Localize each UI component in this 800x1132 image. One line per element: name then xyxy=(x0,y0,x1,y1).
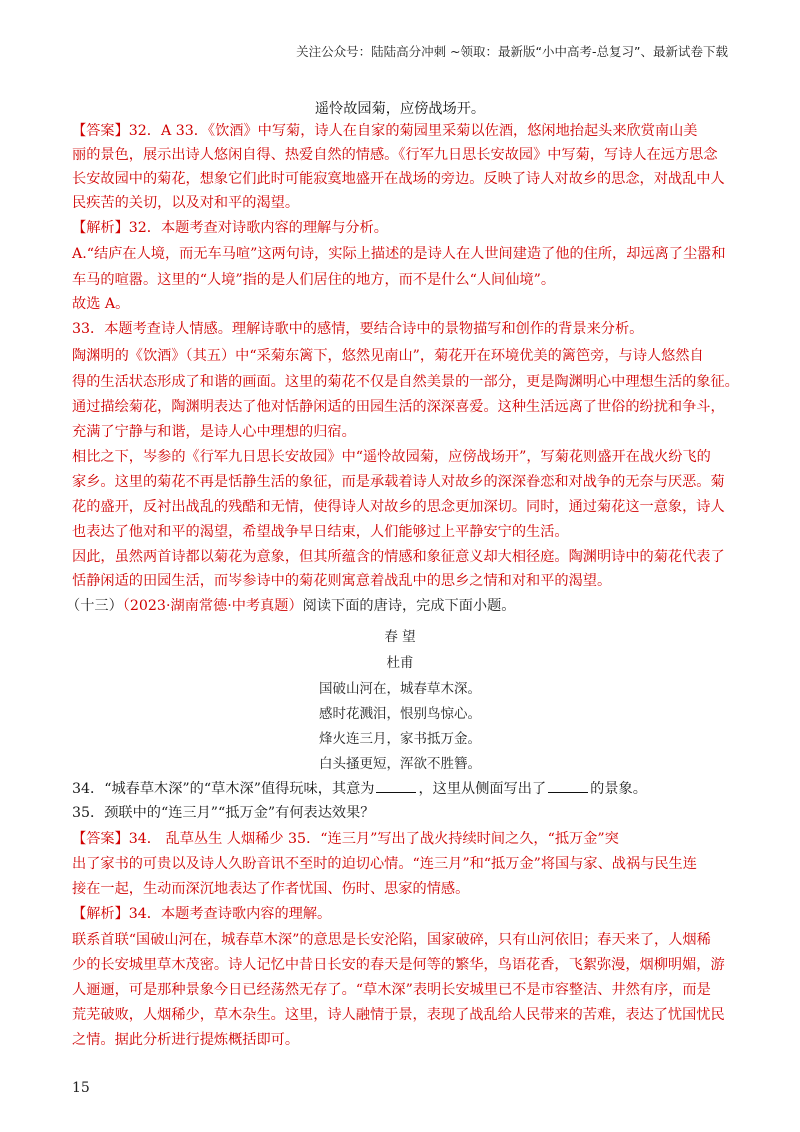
analysis-line: 联系首联“国破山河在，城春草木深”的意思是长安沦陷，国家破碎，只有山河依旧；春天来了，人烟稀 xyxy=(72,932,711,948)
answer-blank[interactable] xyxy=(376,778,416,793)
analysis-line: 陶渊明的《饮酒》（其五）中“采菊东篱下，悠然见南山”，菊花开在环境优美的篱笆旁，与诗人悠然自 xyxy=(72,348,704,364)
analysis-line: 花的盛开，反衬出战乱的残酷和无情，使得诗人对故乡的思念更加深切。同时，通过菊花这一意象，诗人 xyxy=(72,499,725,515)
answer-line: 长安故园中的菊花，想象它们此时可能寂寞地盛开在战场的旁边。反映了诗人对故乡的思念，对战乱中人 xyxy=(72,171,725,187)
poem-line: 感时花溅泪，恨别鸟惊心。 xyxy=(319,706,481,722)
page-header: 关注公众号：陆陆高分冲刺 ~领取：最新版“小中高考-总复习”、最新试卷下载 xyxy=(296,44,728,59)
poem-line: 烽火连三月，家书抵万金。 xyxy=(319,731,481,747)
poem-author: 杜甫 xyxy=(386,655,414,671)
page-number: 15 xyxy=(72,1080,90,1096)
section-number: （十三） xyxy=(66,598,123,614)
analysis-line: 之情。据此分析进行提炼概括即可。 xyxy=(72,1032,300,1048)
answer-line: 接在一起，生动而深沉地表达了作者忧国、伤时、思家的情感。 xyxy=(72,881,470,897)
analysis-line: 得的生活状态形成了和谐的画面。这里的菊花不仅是自然美景的一部分，更是陶渊明心中理想生活的象征。 xyxy=(72,374,739,390)
answer-line: 民疾苦的关切，以及对和平的渴望。 xyxy=(72,195,300,211)
analysis-line: 相比之下，岑参的《行军九日思长安故园》中“遥怜故园菊，应傍战场开”，写菊花则盛开在战火纷飞的 xyxy=(72,449,711,465)
answer-line: 【答案】34． 乱草丛生 人烟稀少 35．“连三月”写出了战火持续时间之久，“抵万金”突 xyxy=(72,831,619,847)
analysis-line: 荒芜破败，人烟稀少，草木杂生。这里，诗人融情于景，表现了战乱给人民带来的苦难，表达了忧国忧民 xyxy=(72,1007,725,1023)
section-heading xyxy=(66,596,516,616)
poem-line: 白头搔更短，浑欲不胜簪。 xyxy=(319,756,481,772)
analysis-line: A.“结庐在人境，而无车马喧”这两句诗，实际上描述的是诗人在人世间建造了他的住所，却远离了尘嚣和 xyxy=(72,246,726,262)
analysis-line: 人逦逦，可是那种景象今日已经荡然无存了。“草木深”表明长安城里已不是市容整洁、井然有序，而是 xyxy=(72,982,711,998)
analysis-line: 充满了宁静与和谐，是诗人心中理想的归宿。 xyxy=(72,424,356,440)
analysis-line: 因此，虽然两首诗都以菊花为意象，但其所蕴含的情感和象征意义却大相径庭。陶渊明诗中的菊花代表了 xyxy=(72,549,725,565)
analysis-line: 少的长安城里草木茂密。诗人记忆中昔日长安的春天是何等的繁华，鸟语花香，飞絮弥漫，烟柳明媚，游 xyxy=(72,957,725,973)
analysis-line: 车马的喧嚣。这里的“人境”指的是人们居住的地方，而不是什么“人间仙境”。 xyxy=(72,272,556,288)
analysis-line: 通过描绘菊花，陶渊明表达了他对恬静闲适的田园生活的深深喜爱。这种生活远离了世俗的纷扰和争斗， xyxy=(72,399,725,415)
section-instruction: 阅读下面的唐诗，完成下面小题。 xyxy=(302,598,516,614)
question-34: 34．“城春草木深”的“草木深”值得玩味，其意为 ，这里从侧面写出了 的景象。 xyxy=(72,778,647,799)
analysis-line: 【解析】32．本题考查对诗歌内容的理解与分析。 xyxy=(72,220,388,236)
analysis-line: 故选 A。 xyxy=(72,296,130,312)
section-source: （2023·湖南常德·中考真题） xyxy=(122,598,303,614)
analysis-line: 家乡。这里的菊花不再是恬静生活的象征，而是承载着诗人对故乡的深深眷恋和对战争的无奈与厌恶。菊 xyxy=(72,474,725,490)
analysis-line: 33．本题考查诗人情感。理解诗歌中的感情，要结合诗中的景物描写和创作的背景来分析。 xyxy=(72,321,644,337)
analysis-line: 恬静闲适的田园生活，而岑参诗中的菊花则寓意着战乱中的思乡之情和对和平的渴望。 xyxy=(72,573,612,589)
question-35: 35．颈联中的“连三月”“抵万金”有何表达效果？ xyxy=(72,805,375,821)
answer-line: 丽的景色，展示出诗人悠闲自得、热爱自然的情感。《行军九日思长安故园》中写菊，写诗人在远方思念 xyxy=(72,147,718,163)
answer-line: 【答案】32．A 33．《饮酒》中写菊，诗人在自家的菊园里采菊以佐酒，悠闲地抬起头来欣赏南山美 xyxy=(72,123,698,139)
answer-line: 出了家书的可贵以及诗人久盼音讯不至时的迫切心情。“连三月”和“抵万金”将国与家、战祸与民生连 xyxy=(72,856,697,872)
poem-line: 国破山河在，城春草木深。 xyxy=(319,681,481,697)
poem-quote-line: 遥怜故园菊，应傍战场开。 xyxy=(314,101,486,117)
poem-title: 春 望 xyxy=(384,629,416,645)
analysis-line: 也表达了他对和平的渴望，希望战争早日结束，人们能够过上平静安宁的生活。 xyxy=(72,524,569,540)
answer-blank[interactable] xyxy=(548,778,588,793)
analysis-line: 【解析】34．本题考查诗歌内容的理解。 xyxy=(72,906,332,922)
